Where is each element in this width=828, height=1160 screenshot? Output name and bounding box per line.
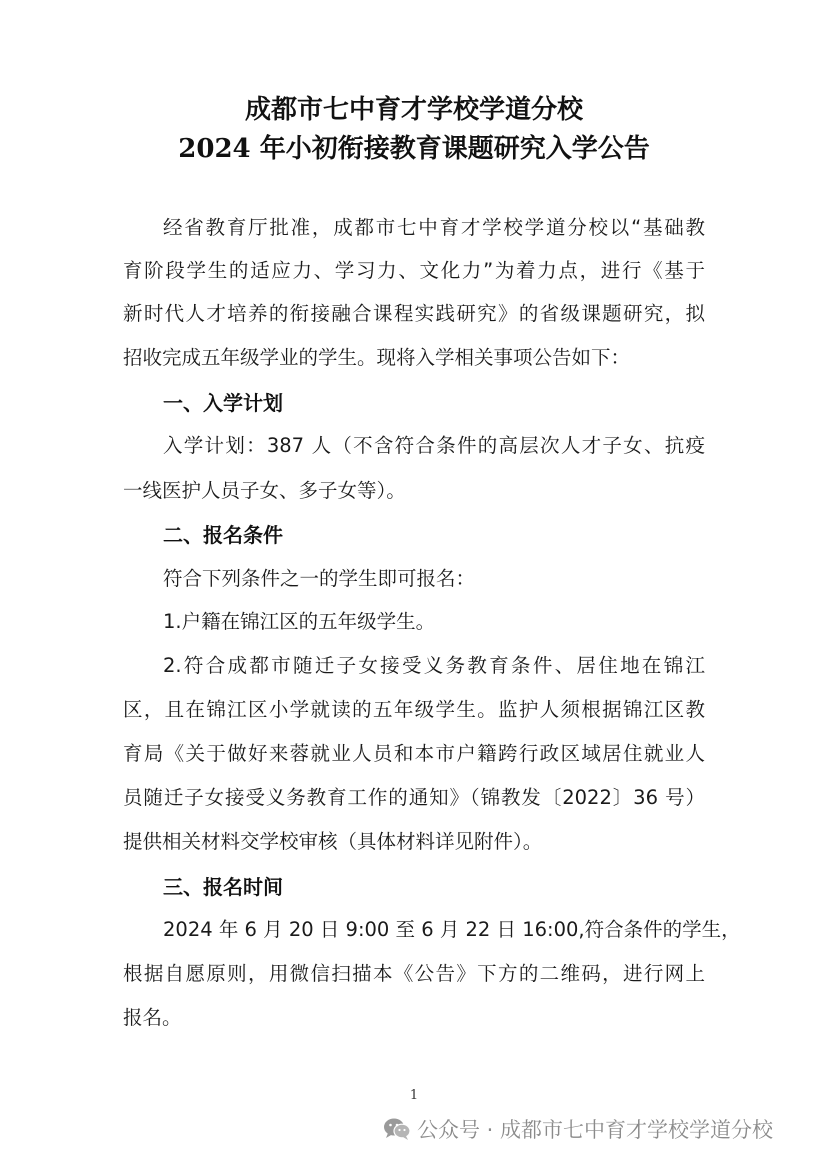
section-heading: 二、报名条件 — [163, 523, 283, 547]
paragraph-line: 员随迁子女接受义务教育工作的通知》（锦教发〔2022〕36 号） — [123, 786, 705, 809]
document-title-line1: 成都市七中育才学校学道分校 — [244, 95, 583, 125]
page-number: 1 — [409, 1088, 419, 1103]
paragraph-line: 符合下列条件之一的学生即可报名： — [163, 567, 476, 590]
paragraph-line: 提供相关材料交学校审核（具体材料详见附件）。 — [123, 830, 543, 853]
paragraph-line: 新时代人才培养的衔接融合课程实践研究》的省级课题研究，拟 — [123, 302, 705, 325]
paragraph-line: 2.符合成都市随迁子女接受义务教育条件、居住地在锦江 — [163, 654, 705, 677]
wechat-watermark — [383, 1113, 773, 1145]
paragraph-line: 入学计划：387 人（不含符合条件的高层次人才子女、抗疫 — [163, 434, 705, 457]
document-title-line2: 2024 年小初衔接教育课题研究入学公告 — [178, 134, 650, 164]
paragraph-line: 1.户籍在锦江区的五年级学生。 — [163, 610, 436, 633]
paragraph-line: 育阶段学生的适应力、学习力、文化力”为着力点，进行《基于 — [123, 259, 705, 282]
paragraph-line: 根据自愿原则，用微信扫描本《公告》下方的二维码，进行网上 — [123, 962, 705, 985]
paragraph-line: 报名。 — [123, 1006, 182, 1029]
wechat-icon — [383, 1117, 411, 1141]
paragraph-line: 一线医护人员子女、多子女等）。 — [123, 479, 406, 502]
paragraph-line: 2024 年 6 月 20 日 9:00 至 6 月 22 日 16:00,符合条件的学生， — [163, 918, 741, 941]
paragraph-line: 招收完成五年级学业的学生。现将入学相关事项公告如下： — [123, 346, 631, 369]
paragraph-line: 育局《关于做好来蓉就业人员和本市户籍跨行政区域居住就业人 — [123, 742, 705, 765]
paragraph-line: 经省教育厅批准，成都市七中育才学校学道分校以“基础教 — [163, 216, 705, 239]
paragraph-line: 区，且在锦江区小学就读的五年级学生。监护人须根据锦江区教 — [123, 698, 705, 721]
section-heading: 一、入学计划 — [163, 391, 283, 415]
watermark-text: 公众号 · 成都市七中育才学校学道分校 — [417, 1118, 774, 1142]
section-heading: 三、报名时间 — [163, 875, 283, 899]
